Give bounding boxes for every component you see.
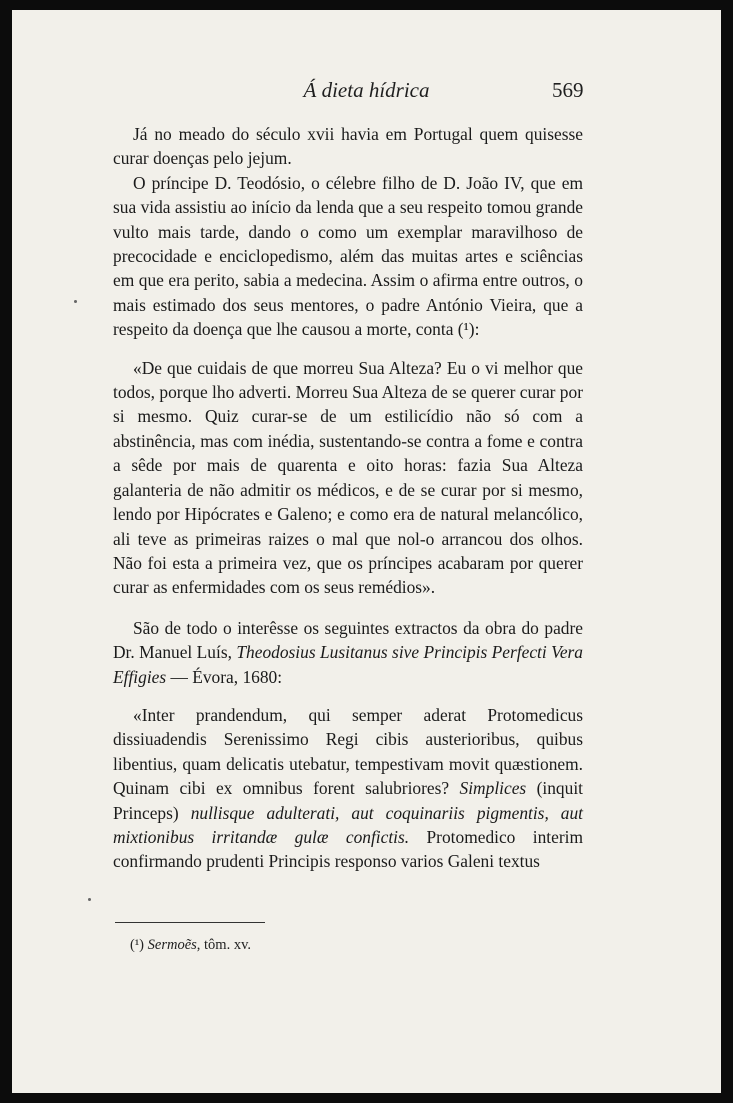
paragraph-4 [113,616,583,689]
paragraph-4-end: — Évora, 1680: [166,666,283,687]
latin-text-3: Protomedico interim confirmando prudenti Principis responso varios Galeni textus [113,826,583,872]
speck [88,898,91,901]
footnote-ref: , tôm. xv. [196,937,252,953]
footnote [130,937,251,954]
quote-vieira: «De que cuidais de que morreu Sua Alteza? Eu o vi melhor que todos, porque lho adverti. Morreu Sua Alteza de se querer curar por si mesmo. Quiz curar-se de um estilicídio não só com a abstinência, mas com inédia, sustentando-se contra a fome e contra a sêde por mais de quarenta e oito horas: fazia Sua Alteza galanteria de não admitir os médicos, e de se curar por si mesmo, lendo por Hipócrates e Galeno; e como era de natural melancólico, ali teve as primeiras raizes o mal que nol-o arrancou dos olhos. Não foi esta a primeira vez, que os príncipes acabaram por querer curar as enfermidades com os seus remédios». [113,357,583,598]
paragraph-4-text: São de todo o interêsse os seguintes extractos da obra do padre Dr. Manuel Luís, [113,617,583,663]
paragraph-2: O príncipe D. Teodósio, o célebre filho de D. João IV, que em sua vida assistiu ao início da lenda que a seu respeito tomou grande vulto mais tarde, dando o como um exemplar maravilhoso de precocidade e enciclopedismo, além das muitas artes e sciências em que era perito, sabia a medecina. Assim o afirma entre outros, o mais estimado dos seus mentores, o padre António Vieira, que a respeito da doença que lhe causou a morte, conta (¹): [113,172,583,340]
latin-italic-2: nullisque adulterati, aut coquinariis pigmentis, aut mixtionibus irritandæ gulæ confictis. [113,802,584,847]
book-title: Theodosius Lusitanus sive Principis Perfecti Vera Effigies [113,642,584,687]
speck [74,300,77,303]
page-header [12,78,721,108]
book-page [12,10,721,1093]
page-number: 569 [552,78,584,102]
latin-text-2: (inquit Princeps) [113,778,583,823]
paragraph-1: Já no meado do século xvii havia em Portugal quem quisesse curar doenças pelo jejum. [113,124,583,169]
footnote-rule [115,922,265,923]
latin-text-1: «Inter prandendum, qui semper aderat Protomedicus dissiuadendis Serenissimo Regi cibis austerioribus, quibus libentius, quam delicatis utebatur, tempestivam movit quæstionem. Quinam cibi ex omnibus forent salubriores? [113,704,583,799]
quote-latin [113,703,583,874]
running-title: Á dieta hídrica [303,78,430,102]
footnote-marker: (¹) [130,937,145,953]
latin-italic-1: Simplices [459,778,527,799]
footnote-work: Sermoẽs [147,937,197,953]
body-text [113,122,583,874]
